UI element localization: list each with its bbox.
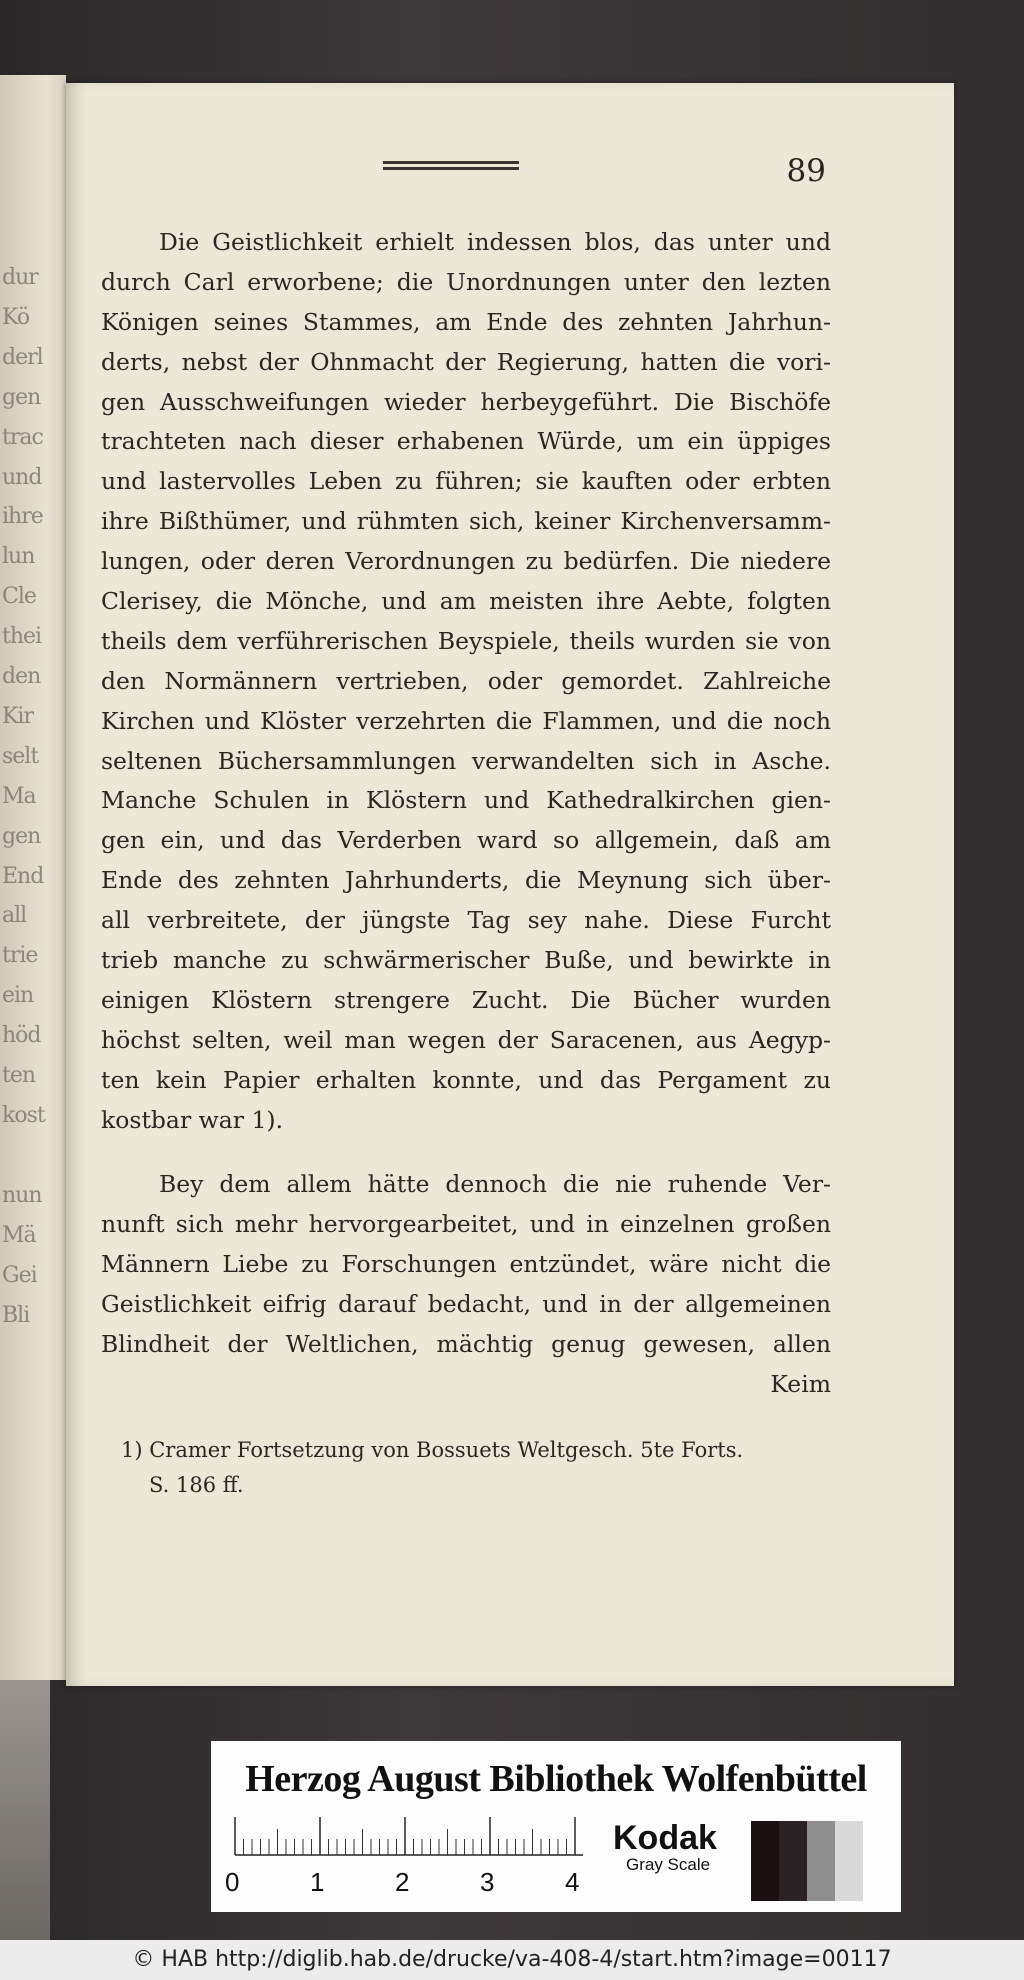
text-line: gen ein, und das Verderben ward so allgemein, daß am: [101, 826, 831, 855]
left-page-fragment: ten: [2, 1063, 36, 1088]
library-name: Herzog August Bibliothek Wolfenbüttel: [245, 1758, 867, 1800]
left-page-fragment: End: [2, 863, 44, 889]
gray-scale-label: Gray Scale: [626, 1855, 711, 1874]
text-line: seltenen Büchersammlungen verwandelten sich in Asche.: [101, 746, 831, 775]
text-line: derts, nebst der Ohnmacht der Regierung, hatten die vori-: [101, 347, 831, 376]
text-line: trachteten nach dieser erhabenen Würde, um ein üppiges: [101, 427, 831, 456]
text-line: lungen, oder deren Verordnungen zu bedürfen. Die niedere: [101, 547, 831, 576]
left-page-fragment: selt: [2, 743, 39, 769]
catchword: Keim: [770, 1369, 831, 1398]
left-page-fragment: thei: [2, 624, 42, 650]
left-page-fragment: Kir: [2, 703, 33, 729]
left-page-fragment: lun: [2, 544, 35, 570]
ruler-label: 1: [310, 1867, 325, 1897]
text-line: Männern Liebe zu Forschungen entzündet, wäre nicht die: [101, 1250, 831, 1279]
left-page-fragment: dur: [2, 265, 38, 290]
text-line: höchst selten, weil man wegen der Saracenen, aus Aegyp-: [101, 1025, 831, 1054]
body-text: [101, 223, 831, 1405]
text-line: Geistlichkeit eifrig darauf bedacht, und in der allgemeinen: [101, 1290, 831, 1319]
left-page-fragment: ihre: [2, 504, 43, 530]
left-page-fragment: und: [2, 464, 42, 490]
gray-patch: [779, 1821, 807, 1901]
text-line: einigen Klöstern strengere Zucht. Die Bücher wurden: [101, 985, 831, 1014]
left-page-fragment: Ma: [2, 783, 36, 809]
footnote-line: 1) Cramer Fortsetzung von Bossuets Weltgesch. 5te Forts.: [121, 1438, 744, 1462]
text-line: Königen seines Stammes, am Ende des zehnten Jahrhun-: [101, 307, 831, 336]
text-line: Blindheit der Weltlichen, mächtig genug gewesen, allen: [101, 1330, 831, 1359]
ruler-label: 0: [225, 1867, 240, 1897]
ruler-label: 4: [565, 1867, 580, 1897]
left-page-fragment: Gei: [2, 1262, 37, 1288]
book-page: [66, 83, 954, 1686]
text-line: trieb manche zu schwärmerischer Buße, und bewirkte in: [101, 946, 831, 975]
text-line: ten kein Papier erhalten konnte, und das Pergament zu: [101, 1065, 831, 1094]
text-line: und lastervolles Leben zu führen; sie kauften oder erbten: [101, 467, 831, 496]
left-page-fragment: kost: [2, 1102, 45, 1128]
left-page-fragment: gen: [2, 384, 41, 410]
left-page-fragment: den: [2, 664, 41, 689]
left-page-fragment: Cle: [2, 584, 36, 610]
gray-scale-patches: [751, 1821, 863, 1901]
left-page-fragment: Mä: [2, 1222, 36, 1248]
page-number: 89: [786, 153, 826, 189]
kodak-logo: Kodak: [613, 1819, 717, 1857]
copyright-footer: © HAB http://diglib.hab.de/drucke/va-408-4/start.htm?image=00117: [0, 1940, 1024, 1980]
header-rule: [383, 161, 519, 170]
text-line: Bey dem allem hätte dennoch die nie ruhende Ver-: [159, 1170, 831, 1199]
ruler-label: 3: [480, 1867, 495, 1897]
calibration-card: [211, 1741, 901, 1912]
text-line: theils dem verführerischen Beyspiele, theils wurden sie von: [101, 626, 831, 655]
text-line: all verbreitete, der jüngste Tag sey nahe. Diese Furcht: [101, 906, 831, 935]
left-page-edge: [0, 75, 66, 1680]
text-line: nunft sich mehr hervorgearbeitet, und in einzelnen großen: [101, 1210, 831, 1239]
left-page-fragment: gen: [2, 823, 41, 849]
gray-patch: [751, 1821, 779, 1901]
text-line: Clerisey, die Mönche, und am meisten ihre Aebte, folgten: [101, 587, 831, 616]
book-edge: [0, 1680, 50, 1940]
text-line: Ende des zehnten Jahrhunderts, die Meynung sich über-: [101, 866, 831, 895]
left-page-fragment: trac: [2, 424, 43, 450]
left-page-fragment: höd: [2, 1023, 41, 1049]
footnote: [121, 1433, 833, 1503]
left-page-fragment: ein: [2, 983, 34, 1009]
ruler-label: 2: [395, 1867, 410, 1897]
left-page-fragment: all: [2, 903, 27, 929]
left-page-fragment: nun: [2, 1182, 42, 1208]
left-page-fragment: derl: [2, 344, 43, 370]
text-line: Manche Schulen in Klöstern und Kathedralkirchen gien-: [101, 786, 831, 815]
text-line: durch Carl erworbene; die Unordnungen unter den lezten: [101, 267, 831, 296]
gray-patch: [807, 1821, 835, 1901]
text-line: Die Geistlichkeit erhielt indessen blos, das unter und: [159, 228, 831, 256]
footnote-line: S. 186 ff.: [149, 1473, 244, 1497]
gray-patch: [835, 1821, 863, 1901]
left-page-fragment: trie: [2, 943, 38, 969]
left-page-fragment: Kö: [2, 304, 30, 330]
text-line: ihre Bißthümer, und rühmten sich, keiner Kirchenversamm-: [101, 507, 831, 536]
text-line: den Normännern vertrieben, oder gemordet. Zahlreiche: [101, 666, 831, 695]
text-line: kostbar war 1).: [101, 1105, 284, 1134]
text-line: gen Ausschweifungen wieder herbeygeführt. Die Bischöfe: [101, 387, 831, 416]
ruler-icon: [225, 1815, 595, 1865]
text-line: Kirchen und Klöster verzehrten die Flammen, und die noch: [101, 706, 831, 735]
left-page-fragment: Bli: [2, 1302, 30, 1328]
